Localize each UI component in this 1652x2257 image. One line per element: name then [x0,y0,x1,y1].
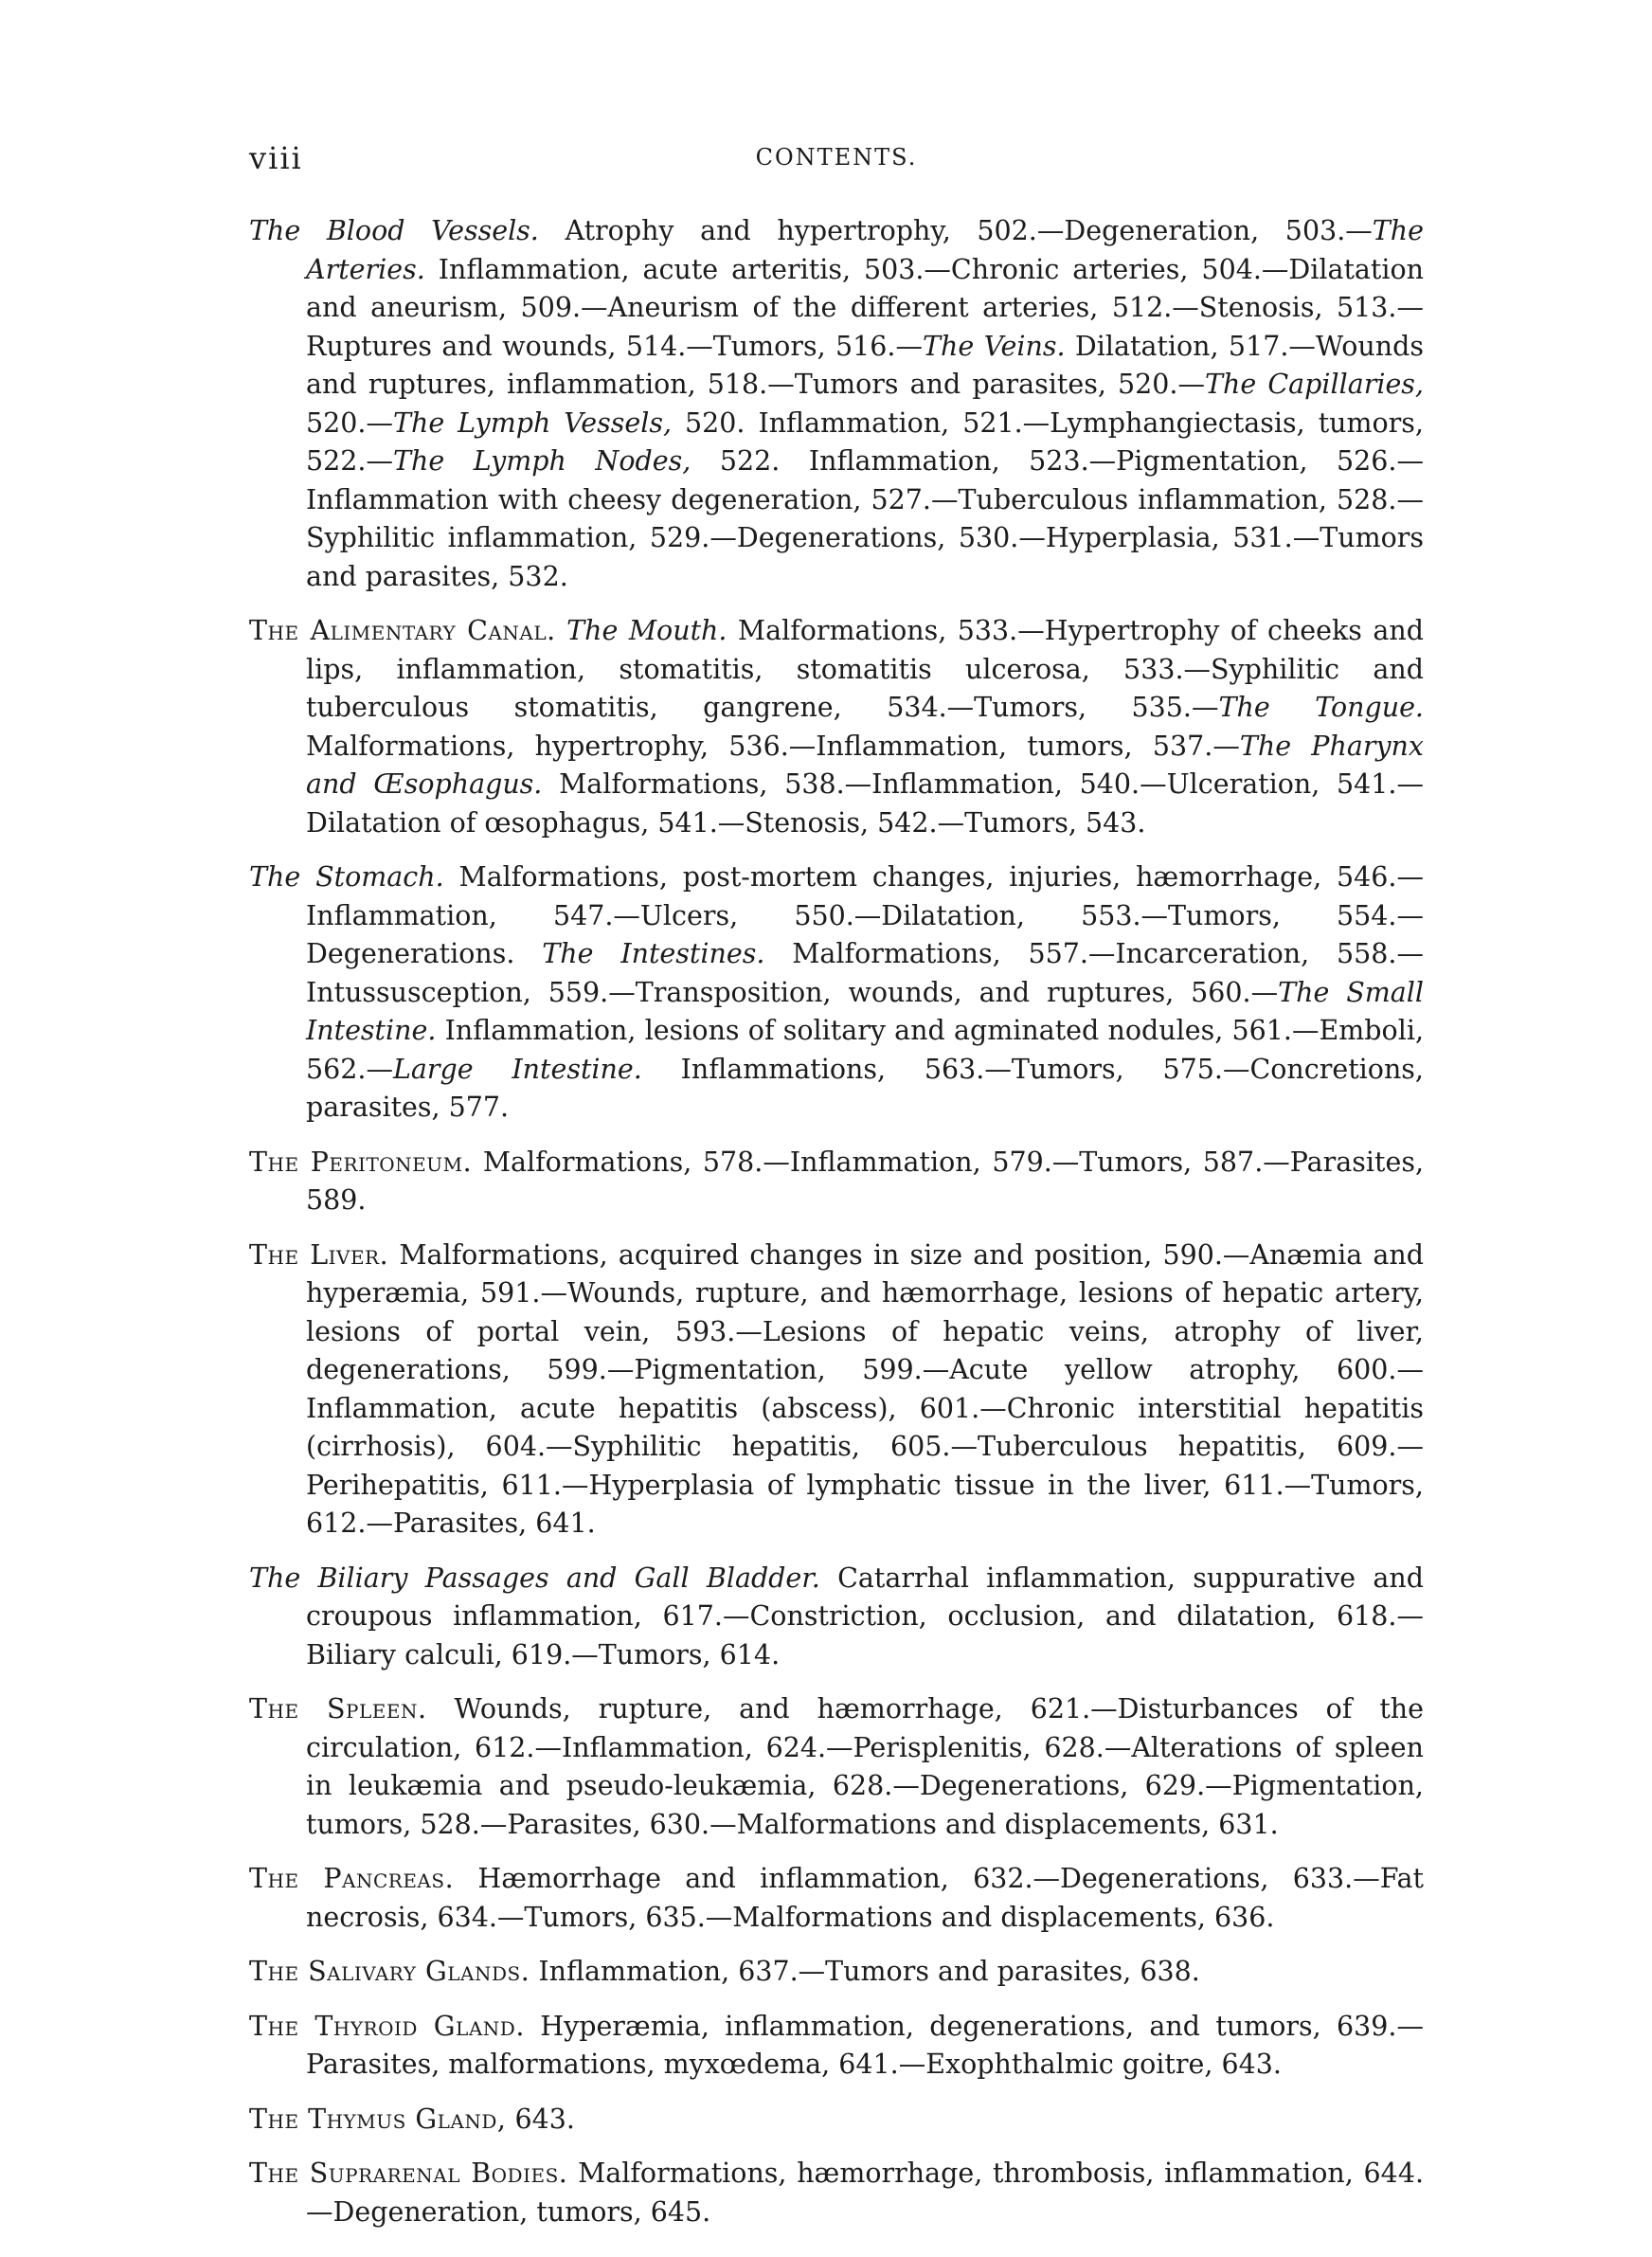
contents-entry-pancreas [249,1860,1424,1937]
entry-text: Malformations, 538.—Inflammation, 540.—Ulceration, 541.—Dilatation of œsophagus, 541.—Stenosis, 542.—Tumors, 543. [306,768,1424,839]
entry-heading: The Spleen. [249,1693,427,1724]
entry-text: Dilatation, 517.—Wounds and ruptures, inflammation, 518.—Tumors and parasites, 520.— [306,330,1424,400]
entry-text: Hyperæmia, inflammation, degenerations, and tumors, 639.—Parasites, malformations, myxœdema, 641.—Exophthalmic goitre, 643. [306,2010,1424,2080]
entry-text: Inflammation, 637.—Tumors and parasites, 638. [530,1956,1200,1987]
entry-heading: The Blood Vessels. [249,215,539,246]
contents-entry-thymus-gland [249,2101,1424,2140]
entry-subheading: The Intestines. [542,938,765,969]
entry-text: Inflammation, lesions of solitary and agminated nodules, 561.—Emboli, 562.— [306,1015,1424,1085]
entry-heading: The Peritoneum. [249,1146,473,1178]
entry-text: 643. [506,2103,575,2135]
contents-list [249,212,1424,2248]
entry-subheading: The Mouth. [566,615,727,646]
entry-text: Malformations, 533.—Hypertrophy of cheeks and lips, inflammation, stomatitis, stomatitis ulcerosa, 533.—Syphilitic and tuberculous stomatitis, gangrene, 534.—Tumors, 535.— [306,615,1424,723]
entry-text: Atrophy and hypertrophy, 502.—Degeneration, 503.— [538,215,1373,246]
entry-text: 520.— [306,406,393,439]
contents-entry-salivary-glands [249,1953,1424,1992]
entry-subheading: The Small Intestine. [306,976,1424,1046]
entry-subheading: The Lymph Nodes, [392,445,691,477]
entry-heading: The Stomach. [249,861,444,893]
entry-text: Malformations, hypertrophy, 536.—Inflammation, tumors, 537.— [306,730,1240,762]
entry-heading: The Alimentary Canal. [249,615,556,646]
entry-text: Malformations, hæmorrhage, thrombosis, inflammation, 644.—Degeneration, tumors, 645. [306,2158,1425,2228]
entry-text: Hæmorrhage and inflammation, 632.—Degenerations, 633.—Fat necrosis, 634.—Tumors, 635.—Malformations and displacements, 636. [306,1863,1424,1933]
entry-heading: The Liver. [249,1238,389,1271]
page-number: viii [249,140,303,176]
contents-entry-peritoneum [249,1144,1424,1220]
contents-entry-spleen [249,1690,1424,1844]
entry-subheading: The Veins. [922,330,1066,362]
contents-entry-biliary-passages [249,1560,1424,1675]
contents-entry-suprarenal-bodies [249,2155,1424,2231]
entry-text: Inflammations, 563.—Tumors, 575.—Concretions, parasites, 577. [306,1053,1424,1123]
entry-text: 520. Inflammation, 521.—Lymphangiectasis, tumors, 522.— [306,406,1424,477]
entry-text: Catarrhal inflammation, suppurative and croupous inflammation, 617.—Constriction, occlusion, and dilatation, 618.—Biliary calculi, 619.—Tumors, 614. [306,1562,1424,1670]
entry-heading: The Pancreas. [249,1863,455,1894]
page-title: CONTENTS. [755,144,918,171]
contents-entry-liver [249,1237,1424,1544]
entry-heading: The Biliary Passages and Gall Bladder. [249,1562,820,1594]
entry-text: Malformations, 578.—Inflammation, 579.—Tumors, 587.—Parasites, 589. [306,1146,1424,1216]
entry-text: Malformations, 557.—Incarceration, 558.—Intussusception, 559.—Transposition, wounds, and ruptures, 560.— [306,938,1424,1008]
entry-text: Malformations, acquired changes in size and position, 590.—Anæmia and hyperæmia, 591.—Wounds, rupture, and hæmorrhage, lesions of hepatic artery, lesions of portal vein, 593.—Lesions of hepatic veins, atrophy of liver, degenerations, 599.—Pigmentation, 599.—Acute yellow atrophy, 600.—Inflammation, acute hepatitis (abscess), 601.—Chronic interstitial hepatitis (cirrhosis), 604.—Syphilitic hepatitis, 605.—Tuberculous hepatitis, 609.—Perihepatitis, 611.—Hyperplasia of lymphatic tissue in the liver, 611.—Tumors, 612.—Parasites, 641. [306,1238,1424,1539]
entry-subheading: The Tongue. [1218,692,1424,723]
entry-heading: The Salivary Glands. [249,1956,530,1987]
entry-text: 522. Inflammation, 523.—Pigmentation, 526.—Inflammation with cheesy degeneration, 527.—Tuberculous inflammation, 528.—Syphilitic inflammation, 529.—Degenerations, 530.—Hyperplasia, 531.—Tumors and parasites, 532. [306,445,1424,592]
entry-subheading: The Lymph Vessels, [392,406,673,439]
entry-subheading: The Pharynx and Œsophagus. [306,730,1424,800]
entry-subheading: Large Intestine. [392,1053,642,1085]
entry-heading: The Suprarenal Bodies. [249,2158,568,2189]
entry-subheading: The Capillaries, [1204,369,1424,400]
entry-heading: The Thymus Gland, [249,2103,507,2135]
contents-entry-thyroid-gland [249,2008,1424,2085]
contents-entry-stomach [249,858,1424,1128]
entry-text: Wounds, rupture, and hæmorrhage, 621.—Disturbances of the circulation, 612.—Inflammation, 624.—Perisplenitis, 628.—Alterations of spleen in leukæmia and pseudo-leukæmia, 628.—Degenerations, 629.—Pigmentation, tumors, 528.—Parasites, 630.—Malformations and displacements, 631. [306,1693,1424,1840]
entry-heading: The Thyroid Gland. [249,2010,525,2042]
contents-entry-alimentary-canal [249,612,1424,842]
entry-text: Malformations, post-mortem changes, injuries, hæmorrhage, 546.—Inflammation, 547.—Ulcers, 550.—Dilatation, 553.—Tumors, 554.—Degenerations. [306,861,1424,969]
entry-subheading: The Arteries. [306,215,1424,285]
entry-text: Inflammation, acute arteritis, 503.—Chronic arteries, 504.—Dilatation and aneurism, 509.—Aneurism of the different arteries, 512.—Stenosis, 513.—Ruptures and wounds, 514.—Tumors, 516.— [306,253,1424,362]
running-head [249,140,1424,182]
contents-entry-blood-vessels [249,212,1424,596]
